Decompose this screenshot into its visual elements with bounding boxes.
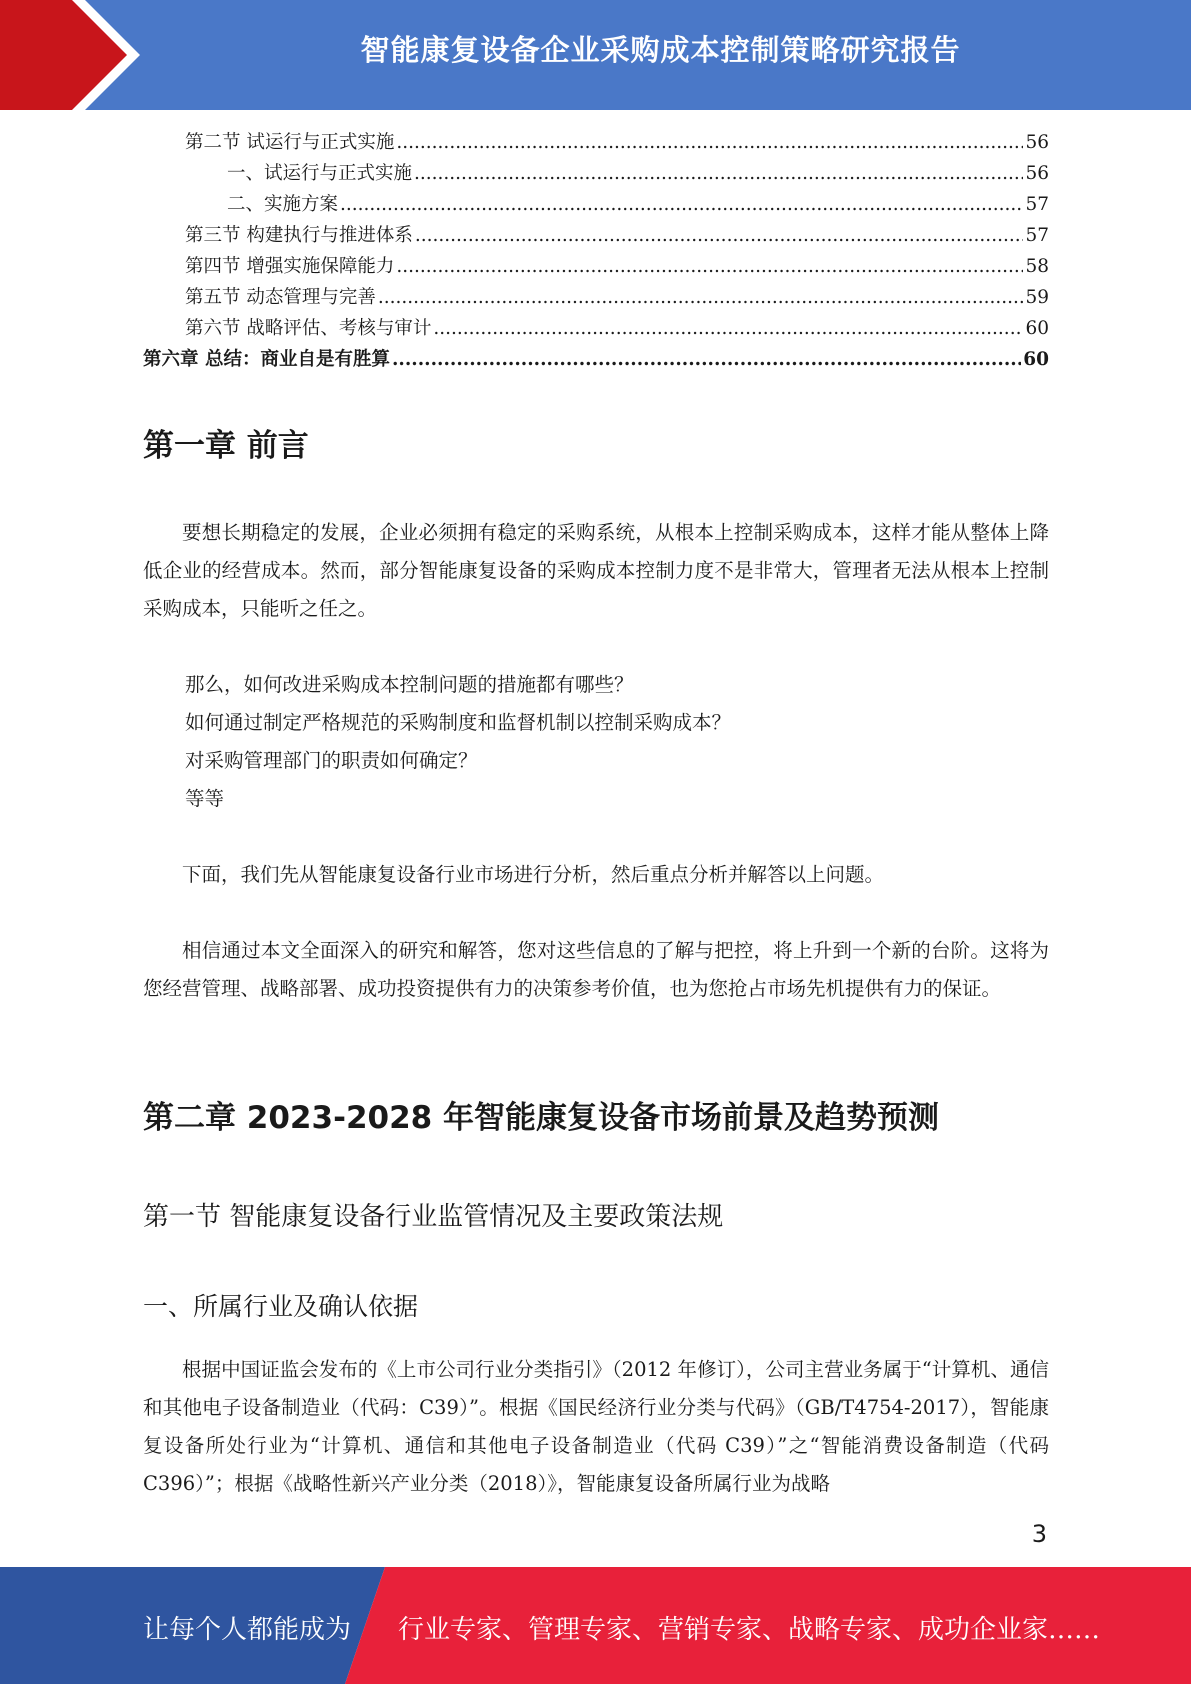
footer-slogan-left: 让每个人都能成为 (143, 1615, 352, 1645)
chapter-1-paragraph-1: 要想长期稳定的发展，企业必须拥有稳定的采购系统，从根本上控制采购成本，这样才能从整体上降低企业的经营成本。然而，部分智能康复设备的采购成本控制力度不是非常大，管理者无法从根本上控制采购成本，只能听之任之。 (143, 521, 1049, 620)
subsection-1-title: 一、所属行业及确认依据 (143, 1292, 419, 1321)
toc-entry-title: 第二节 试运行与正式实施 (185, 132, 395, 153)
toc-entry[interactable] (143, 159, 1049, 190)
footer-slogan-right: 行业专家、管理专家、营销专家、战略专家、成功企业家…… (398, 1615, 1101, 1645)
table-of-contents (143, 128, 1049, 376)
chapter-2-paragraph-1: 根据中国证监会发布的《上市公司行业分类指引》（2012 年修订），公司主营业务属于“计算机、通信和其他电子设备制造业（代码：C39）”。根据《国民经济行业分类与代码》（GB/T4754-2017），智能康复设备所处行业为“计算机、通信和其他电子设备制造业（代码 C39）”之“智能消费设备制造（代码 C396）”；根据《战略性新兴产业分类（2018）》，智能康复设备所属行业为战略 (143, 1358, 1049, 1495)
toc-entry-title: 第五节 动态管理与完善 (185, 287, 376, 308)
question-item: 对采购管理部门的职责如何确定？ (185, 749, 478, 772)
toc-leader-dots (414, 163, 1023, 184)
toc-entry[interactable] (143, 128, 1049, 159)
toc-leader-dots (415, 225, 1024, 246)
page-header (0, 0, 1191, 110)
toc-entry-title: 第三节 构建执行与推进体系 (185, 225, 413, 246)
toc-leader-dots (340, 194, 1023, 215)
toc-entry-page: 58 (1025, 256, 1049, 277)
toc-leader-dots (378, 287, 1024, 308)
section-1-title: 第一节 智能康复设备行业监管情况及主要政策法规 (143, 1202, 724, 1232)
question-list (185, 666, 731, 818)
header-arrow-decoration (0, 0, 160, 110)
toc-entry[interactable] (143, 345, 1049, 376)
toc-entry[interactable] (143, 221, 1049, 252)
toc-leader-dots (396, 256, 1023, 277)
chapter-2-title: 第二章 2023-2028 年智能康复设备市场前景及趋势预测 (143, 1100, 940, 1136)
toc-entry-page: 57 (1025, 225, 1049, 246)
question-item: 等等 (185, 787, 225, 810)
toc-entry[interactable] (143, 190, 1049, 221)
toc-entry[interactable] (143, 314, 1049, 345)
toc-leader-dots (433, 318, 1023, 339)
toc-entry-title: 第四节 增强实施保障能力 (185, 256, 395, 277)
toc-entry-title: 第六章 总结：商业自是有胜算 (143, 349, 390, 370)
toc-entry[interactable] (143, 252, 1049, 283)
question-item: 那么，如何改进采购成本控制问题的措施都有哪些？ (185, 673, 634, 696)
toc-entry-page: 56 (1025, 132, 1049, 153)
page-number: 3 (1031, 1520, 1047, 1548)
toc-entry-page: 56 (1025, 163, 1049, 184)
toc-entry[interactable] (143, 283, 1049, 314)
chapter-1-paragraph-3: 相信通过本文全面深入的研究和解答，您对这些信息的了解与把控，将上升到一个新的台阶。这将为您经营管理、战略部署、成功投资提供有力的决策参考价值，也为您抢占市场先机提供有力的保证。 (143, 939, 1049, 1000)
toc-entry-page: 60 (1025, 318, 1049, 339)
toc-entry-title: 二、实施方案 (227, 194, 339, 215)
toc-entry-title: 第六节 战略评估、考核与审计 (185, 318, 432, 339)
toc-entry-title: 一、试运行与正式实施 (227, 163, 413, 184)
chapter-1-title: 第一章 前言 (143, 428, 309, 464)
toc-leader-dots (392, 349, 1021, 370)
chapter-1-paragraph-2: 下面，我们先从智能康复设备行业市场进行分析，然后重点分析并解答以上问题。 (182, 863, 885, 886)
report-title: 智能康复设备企业采购成本控制策略研究报告 (360, 33, 961, 67)
toc-entry-page: 57 (1025, 194, 1049, 215)
question-item: 如何通过制定严格规范的采购制度和监督机制以控制采购成本？ (185, 711, 732, 734)
toc-entry-page: 59 (1025, 287, 1049, 308)
page-footer (0, 1567, 1191, 1684)
toc-leader-dots (396, 132, 1023, 153)
toc-entry-page: 60 (1023, 349, 1049, 370)
